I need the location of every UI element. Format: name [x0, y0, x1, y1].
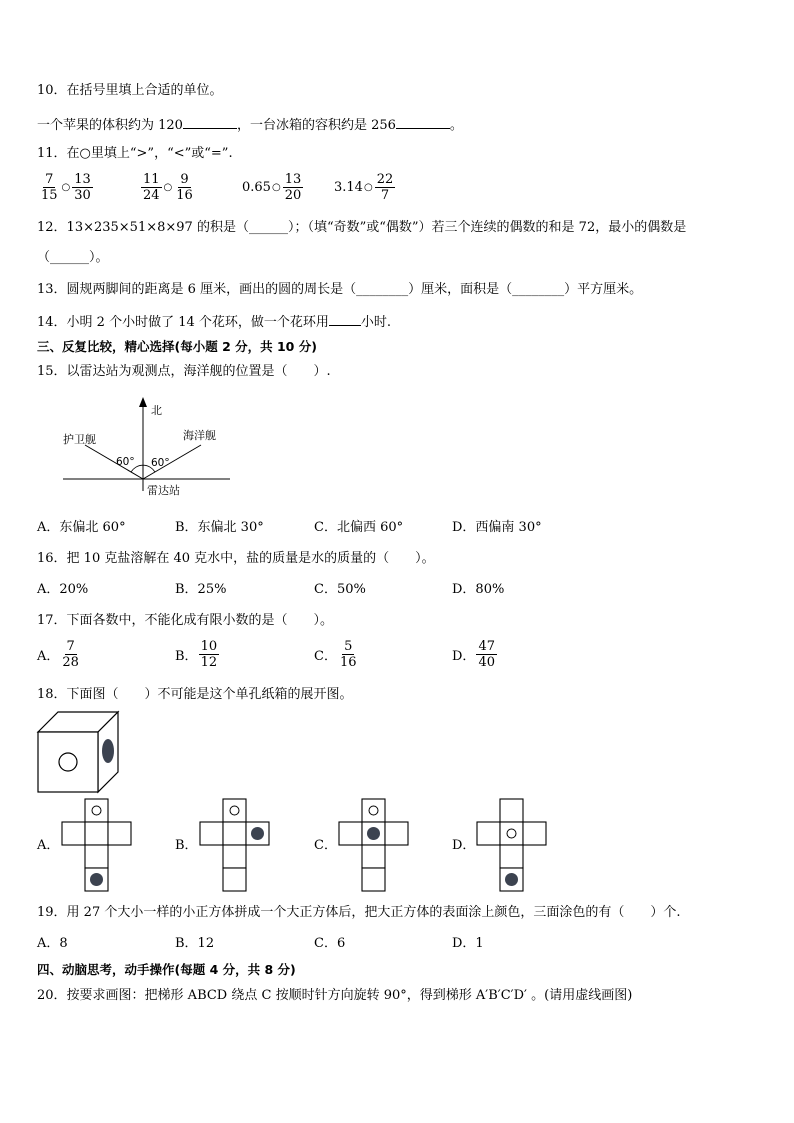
q18-net-a[interactable]: [61, 798, 133, 892]
q20-text: 20．按要求画图：把梯形 ABCD 绕点 C 按顺时针方向旋转 90°，得到梯形 A′B′C′D′ 。(请用虚线画图): [37, 988, 633, 1003]
dark-hole-icon: [251, 827, 264, 840]
q17-option-b[interactable]: B． $\frac{10}{12}$: [175, 639, 218, 670]
q16-title: 16．把 10 克盐溶解在 40 克水中，盐的质量是水的质量的（ ）。: [37, 551, 435, 566]
q10-apple-text: 一个苹果的体积约为 120: [37, 118, 183, 133]
q16-option-c[interactable]: C．50%: [314, 582, 366, 597]
fraction: $\frac{11}{24}$: [143, 172, 160, 203]
fraction: $\frac{9}{16}$: [176, 172, 193, 203]
dark-hole-icon: [367, 827, 380, 840]
fraction: $\frac{7}{15}$: [41, 172, 58, 203]
q16-option-d[interactable]: D．80%: [452, 582, 505, 597]
q12-line1: 12．13×235×51×8×97 的积是（______）；（填“奇数”或“偶数”）若三个连续的偶数的和是 72，最小的偶数是: [37, 220, 687, 235]
q11-item-2: [140, 172, 196, 203]
decimal-value: 3.14: [334, 180, 363, 195]
q18-option-c-label[interactable]: C．: [314, 838, 337, 853]
q12-line2: （______）。: [37, 250, 109, 265]
q19-option-c[interactable]: C．6: [314, 936, 346, 951]
fraction: $\frac{5}{16}$: [339, 639, 357, 670]
q11-item-1: [38, 172, 94, 203]
compare-circle[interactable]: ○: [363, 182, 373, 193]
angle-left-label: 60°: [116, 456, 135, 468]
q18-net-d[interactable]: [476, 798, 548, 892]
escort-label: 护卫舰: [63, 433, 96, 446]
dark-hole-icon: [102, 739, 114, 763]
box-diagram: [36, 710, 122, 794]
q18-net-c[interactable]: [338, 798, 410, 892]
north-arrow-icon: [139, 397, 147, 407]
q14-end: 小时.: [360, 315, 392, 330]
q15-option-a[interactable]: A．东偏北 60°: [37, 520, 126, 535]
q13-text: 13．圆规两脚间的距离是 6 厘米，画出的圆的周长是（________）厘米，面积是（________）平方厘米。: [37, 282, 643, 297]
q11-item-3: [242, 172, 304, 203]
station-label: 雷达站: [147, 484, 180, 497]
q19-option-b[interactable]: B．12: [175, 936, 215, 951]
q10-end: 。: [449, 118, 463, 133]
q14-text: 14．小明 2 个小时做了 14 个花环，做一个花环用: [37, 315, 329, 330]
q17-option-a[interactable]: A． $\frac{7}{28}$: [37, 639, 79, 670]
dark-hole-icon: [505, 873, 518, 886]
small-hole-icon: [369, 806, 378, 815]
small-hole-icon: [92, 806, 101, 815]
q18-option-d-label[interactable]: D．: [452, 838, 476, 853]
q18-option-a-label[interactable]: A．: [37, 838, 60, 853]
q10-title: 10．在括号里填上合适的单位。: [37, 83, 223, 98]
q14-blank[interactable]: [329, 312, 361, 326]
q19-option-a[interactable]: A．8: [37, 936, 68, 951]
ocean-label: 海洋舰: [183, 429, 216, 442]
hole-circle-icon: [59, 753, 77, 771]
q18-title: 18．下面图（ ）不可能是这个单孔纸箱的展开图。: [37, 687, 353, 702]
radar-diagram: [55, 393, 235, 503]
fraction: $\frac{13}{20}$: [284, 172, 302, 203]
angle-right-label: 60°: [151, 457, 170, 469]
compare-circle[interactable]: ○: [271, 182, 281, 193]
q15-option-c[interactable]: C．北偏西 60°: [314, 520, 404, 535]
fraction: $\frac{22}{7}$: [376, 172, 394, 203]
q18-option-b-label[interactable]: B．: [175, 838, 198, 853]
q17-option-d[interactable]: D． $\frac{47}{40}$: [452, 639, 495, 670]
q16-option-b[interactable]: B．25%: [175, 582, 227, 597]
q19-option-d[interactable]: D．1: [452, 936, 484, 951]
q15-option-b[interactable]: B．东偏北 30°: [175, 520, 264, 535]
fraction: $\frac{10}{12}$: [200, 639, 218, 670]
q10-blank-2[interactable]: [396, 115, 450, 129]
fraction: $\frac{7}{28}$: [62, 639, 79, 670]
section-3-title: 三、反复比较，精心选择(每小题 2 分，共 10 分): [37, 339, 317, 354]
dark-hole-icon: [90, 873, 103, 886]
small-hole-icon: [507, 829, 516, 838]
small-hole-icon: [230, 806, 239, 815]
q14: [37, 312, 391, 332]
q10-fridge-text: ，一台冰箱的容积约是 256: [236, 118, 396, 133]
q10-blank-1[interactable]: [183, 115, 237, 129]
north-label: 北: [151, 404, 162, 417]
decimal-value: 0.65: [242, 180, 271, 195]
q15-option-d[interactable]: D．西偏南 30°: [452, 520, 542, 535]
q10-body: [37, 115, 463, 135]
q11-item-4: [334, 172, 396, 203]
fraction: $\frac{13}{30}$: [74, 172, 91, 203]
q15-title: 15．以雷达站为观测点，海洋舰的位置是（ ）.: [37, 364, 331, 379]
compare-circle[interactable]: ○: [163, 182, 173, 193]
compare-circle[interactable]: ○: [61, 182, 71, 193]
fraction: $\frac{47}{40}$: [478, 639, 495, 670]
q17-option-c[interactable]: C． $\frac{5}{16}$: [314, 639, 357, 670]
q19-title: 19．用 27 个大小一样的小正方体拼成一个大正方体后，把大正方体的表面涂上颜色，三面涂色的有（ ）个.: [37, 905, 681, 920]
q16-option-a[interactable]: A．20%: [37, 582, 89, 597]
q11-title: 11．在○里填上“>”，“<”或“=”.: [37, 146, 233, 161]
q18-net-b[interactable]: [199, 798, 271, 892]
section-4-title: 四、动脑思考，动手操作(每题 4 分，共 8 分): [37, 962, 296, 977]
q17-title: 17．下面各数中，不能化成有限小数的是（ ）。: [37, 613, 334, 628]
